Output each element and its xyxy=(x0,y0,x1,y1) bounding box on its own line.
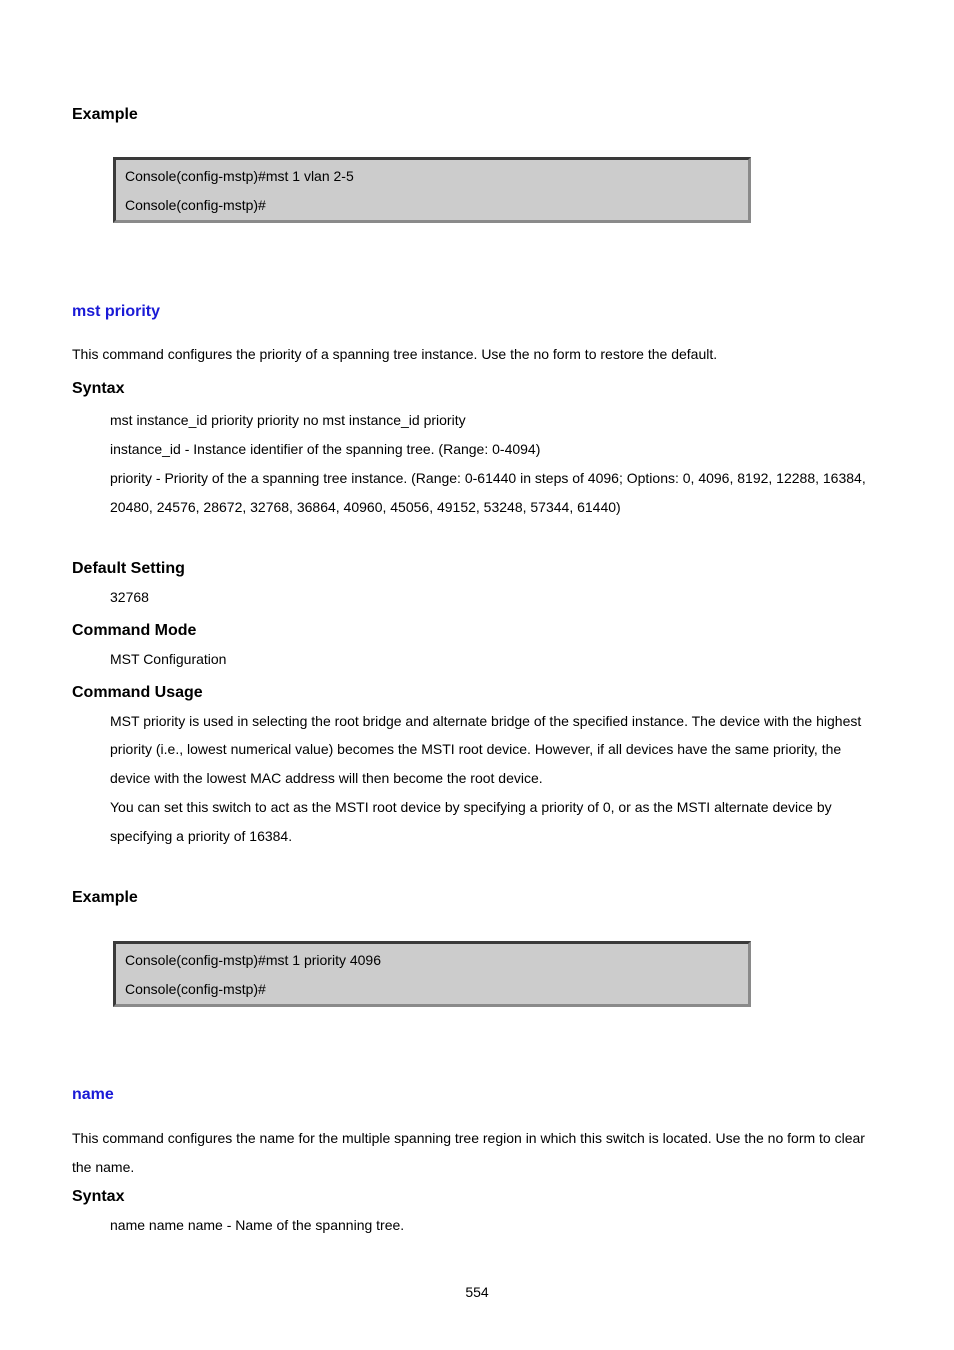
default-setting-value: 32768 xyxy=(110,589,149,605)
command-mode-heading: Command Mode xyxy=(72,622,197,639)
syntax-heading: Syntax xyxy=(72,1188,125,1205)
console-line: Console(config-mstp)# xyxy=(125,197,266,213)
command-description: This command configures the name for the multiple spanning tree region in which this switch is located. Use the no form to clear xyxy=(72,1130,865,1146)
command-title-mst-priority: mst priority xyxy=(72,303,161,320)
syntax-line: 20480, 24576, 28672, 32768, 36864, 40960, 45056, 49152, 53248, 57344, 61440) xyxy=(110,499,621,515)
usage-line: device with the lowest MAC address will then become the root device. xyxy=(110,770,543,786)
console-example-box xyxy=(113,157,751,223)
command-title-name: name xyxy=(72,1086,114,1103)
syntax-heading: Syntax xyxy=(72,380,125,397)
usage-line: You can set this switch to act as the MSTI root device by specifying a priority of 0, or as the MSTI alternate device by xyxy=(110,799,832,815)
console-line: Console(config-mstp)# xyxy=(125,981,266,997)
page-number: 554 xyxy=(465,1284,489,1300)
command-description: This command configures the priority of a spanning tree instance. Use the no form to restore the default. xyxy=(72,346,718,362)
syntax-line: name name name - Name of the spanning tree. xyxy=(110,1217,405,1233)
usage-line: specifying a priority of 16384. xyxy=(110,828,293,844)
default-setting-heading: Default Setting xyxy=(72,560,185,577)
syntax-line: mst instance_id priority priority no mst instance_id priority xyxy=(110,412,466,428)
command-description: the name. xyxy=(72,1159,135,1175)
syntax-line: priority - Priority of the a spanning tree instance. (Range: 0-61440 in steps of 4096; Options: 0, 4096, 8192, 12288, 16384, xyxy=(110,470,866,486)
command-usage-heading: Command Usage xyxy=(72,684,203,701)
console-line: Console(config-mstp)#mst 1 vlan 2-5 xyxy=(125,168,354,184)
command-mode-value: MST Configuration xyxy=(110,651,227,667)
example-heading: Example xyxy=(72,889,138,906)
syntax-line: instance_id - Instance identifier of the spanning tree. (Range: 0-4094) xyxy=(110,441,541,457)
usage-line: MST priority is used in selecting the root bridge and alternate bridge of the specified instance. The device with the highest xyxy=(110,713,862,729)
console-line: Console(config-mstp)#mst 1 priority 4096 xyxy=(125,952,381,968)
console-example-box xyxy=(113,941,751,1007)
example-heading: Example xyxy=(72,106,138,123)
usage-line: priority (i.e., lowest numerical value) becomes the MSTI root device. However, if all devices have the same priority, the xyxy=(110,741,842,757)
